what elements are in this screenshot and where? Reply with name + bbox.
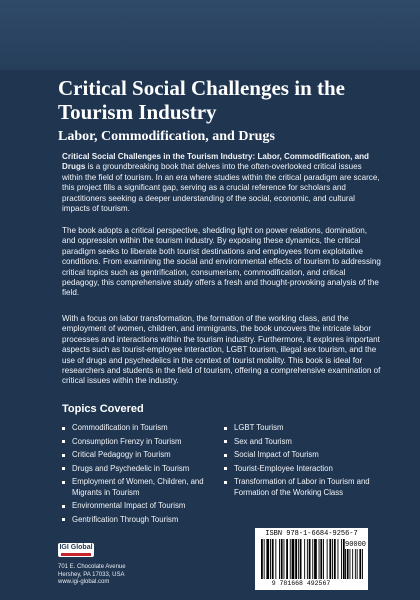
barcode-bar (264, 539, 265, 579)
description-paragraph-1 (62, 152, 382, 214)
barcode-bar (290, 539, 291, 579)
barcode-bar (272, 539, 274, 579)
barcode-bar (279, 539, 280, 579)
price-code: 90000 (345, 541, 367, 549)
barcode-bar (309, 539, 311, 579)
barcode-bar (275, 539, 276, 579)
barcode-bar (304, 539, 305, 579)
barcode-bar (307, 539, 308, 579)
barcode-digits: 9 781668 492567 (271, 580, 331, 587)
topic-item: Tourist-Employee Interaction (224, 464, 374, 474)
cover-header (58, 76, 408, 145)
barcode-addon-bar (357, 549, 358, 579)
topic-item: LGBT Tourism (224, 423, 374, 433)
isbn-label: ISBN 978-1-6684-9256-7 (265, 530, 358, 538)
barcode-bar (266, 539, 269, 579)
topic-item: Employment of Women, Children, and Migrants in Tourism (62, 477, 214, 498)
barcode-bar (286, 539, 288, 579)
barcode-bar (338, 539, 339, 579)
topics-list-left (62, 423, 214, 529)
barcode-bar (300, 539, 302, 579)
barcode-bar (292, 539, 295, 579)
barcode-addon-bar (359, 549, 361, 579)
barcode-bar (312, 539, 313, 579)
topic-item: Sex and Tourism (224, 437, 374, 447)
barcode-bar (319, 539, 320, 579)
address-line-2: Hershey, PA 17033, USA (58, 571, 125, 578)
barcode-addon-bar (352, 549, 353, 579)
barcode-addon-bar (350, 549, 351, 579)
barcode-image (259, 539, 367, 581)
barcode-bar (298, 539, 299, 579)
publisher-address (58, 564, 178, 587)
topics-list-right (224, 423, 374, 501)
barcode-bar (341, 539, 342, 579)
book-subtitle: Labor, Commodification, and Drugs (58, 129, 275, 144)
topic-item: Critical Pedagogy in Tourism (62, 450, 214, 460)
topic-item: Social Impact of Tourism (224, 450, 374, 460)
barcode-bar (284, 539, 285, 579)
barcode-bar (261, 539, 263, 579)
book-title: Critical Social Challenges in the Tourism Industry (58, 76, 345, 124)
barcode-addon-bar (345, 549, 346, 579)
topics-heading: Topics Covered (62, 403, 144, 415)
publisher-website: www.igi-global.com (58, 579, 110, 585)
barcode-bar (323, 539, 324, 579)
description-paragraph-3: With a focus on labor transformation, the formation of the working class, and the employment of women, children, and immigrants, the book uncovers the intricate labor processes and interactions within the tourism industry. Furthermore, it explores important aspects such as tourist-employee interaction, LGBT tourism, illegal sex tourism, and the use of drugs and psychedelics in the context of tourist mobility. This book is ideal for researchers and students in the field of tourism, offering a comprehensive examination of critical issues within the industry. (62, 314, 381, 386)
topic-item: Environmental Impact of Tourism (62, 501, 214, 511)
topic-item: Consumption Frenzy in Tourism (62, 437, 214, 447)
description-lead: Critical Social Challenges in the Tourism Industry: Labor, Commodification, and Drugs (62, 152, 370, 172)
barcode-bar (329, 539, 331, 579)
barcode-bar (320, 539, 322, 579)
description-paragraph-1-text: is a groundbreaking book that delves into the often-overlooked critical issues within the field of tourism. In an era where studies within the critical paradigm are scarce, this project fills a significant gap, serving as a crucial reference for scholars and practitioners seeking a deeper understanding of the social, economic, and cultural impacts of tourism. (62, 162, 380, 214)
barcode-addon-bar (355, 549, 356, 579)
barcode-bar (332, 539, 333, 579)
barcode-bar (270, 539, 271, 579)
barcode-bar (343, 539, 345, 579)
barcode-addon-bar (347, 549, 349, 579)
barcode-bar (295, 539, 297, 579)
topic-item: Transformation of Labor in Tourism and Formation of the Working Class (224, 477, 374, 498)
topic-item: Drugs and Psychedelic in Tourism (62, 464, 214, 474)
top-band (0, 0, 420, 70)
publisher-logo (58, 543, 94, 557)
barcode-bar (281, 539, 283, 579)
address-line-1: 701 E. Chocolate Avenue (58, 564, 126, 570)
publisher-logo-tag (61, 553, 91, 556)
barcode-bar (314, 539, 317, 579)
barcode-bar (327, 539, 328, 579)
barcode-panel (255, 528, 368, 590)
publisher-logo-text: IGI Global (59, 544, 93, 551)
description-paragraph-2: The book adopts a critical perspective, shedding light on power relations, domination, and oppression within the tourism industry. By exposing these dynamics, the critical paradigm seeks to liberate both tourist destinations and employees from exploitative conditions. From examining the social and environmental effects of tourism to addressing critical topics such as gentrification, consumerism, commodification, and critical pedagogy, this comprehensive study offers a fresh and thought-provoking analysis of the field. (62, 226, 381, 298)
barcode-bar (334, 539, 336, 579)
barcode-addon-bar (362, 549, 363, 579)
topic-item: Gentrification Through Tourism (62, 515, 214, 525)
topic-item: Commodification in Tourism (62, 423, 214, 433)
